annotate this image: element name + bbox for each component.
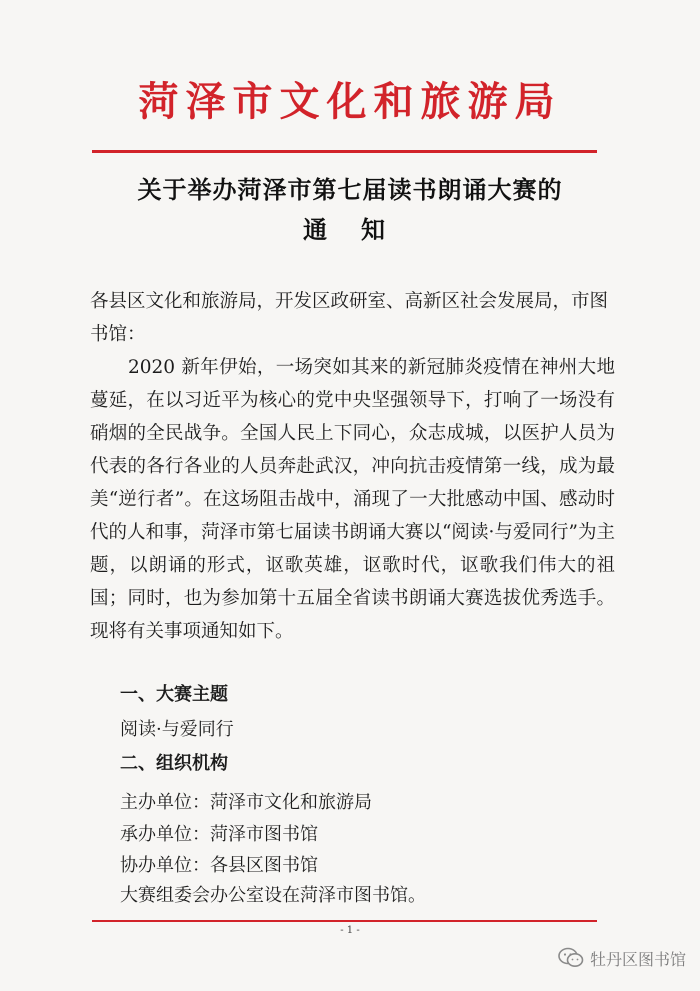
section-1-heading: 一、大赛主题 (120, 684, 228, 705)
header-red-rule (92, 150, 597, 153)
host-unit: 主办单位：菏泽市文化和旅游局 (120, 792, 372, 813)
committee-office: 大赛组委会办公室设在菏泽市图书馆。 (120, 885, 426, 906)
addressee: 各县区文化和旅游局，开发区政研室、高新区社会发展局，市图书馆： (90, 291, 609, 345)
document-title-line1: 关于举办菏泽市第七届读书朗诵大赛的 (137, 175, 563, 204)
footer-red-rule (92, 920, 597, 922)
wechat-watermark (558, 946, 686, 970)
section-2-heading: 二、组织机构 (120, 753, 228, 774)
contest-theme: 阅读·与爱同行 (120, 719, 234, 740)
wechat-icon (558, 947, 584, 969)
intro-paragraph: 2020 新年伊始，一场突如其来的新冠肺炎疫情在神州大地蔓延，在以习近平为核心的党中央坚强领导下，打响了一场没有硝烟的全民战争。全国人民上下同心，众志成城，以医护人员为代表的各行各业的人员奔赴武汉，冲向抗击疫情第一线，成为最美“逆行者”。在这场阻击战中，涌现了一大批感动中国、感动时代的人和事，菏泽市第七届读书朗诵大赛以“阅读·与爱同行”为主题，以朗诵的形式，讴歌英雄，讴歌时代，讴歌我们伟大的祖国；同时，也为参加第十五届全省读书朗诵大赛选拔优秀选手。现将有关事项通知如下。 (90, 357, 615, 642)
organizer-unit: 承办单位：菏泽市图书馆 (120, 824, 318, 845)
document-title-line2: 通知 (303, 215, 419, 244)
co-organizer-unit: 协办单位：各县区图书馆 (120, 855, 318, 876)
watermark-label: 牡丹区图书馆 (589, 949, 686, 969)
issuing-organization-header: 菏泽市文化和旅游局 (138, 78, 562, 125)
page-number: - 1 - (340, 925, 360, 936)
